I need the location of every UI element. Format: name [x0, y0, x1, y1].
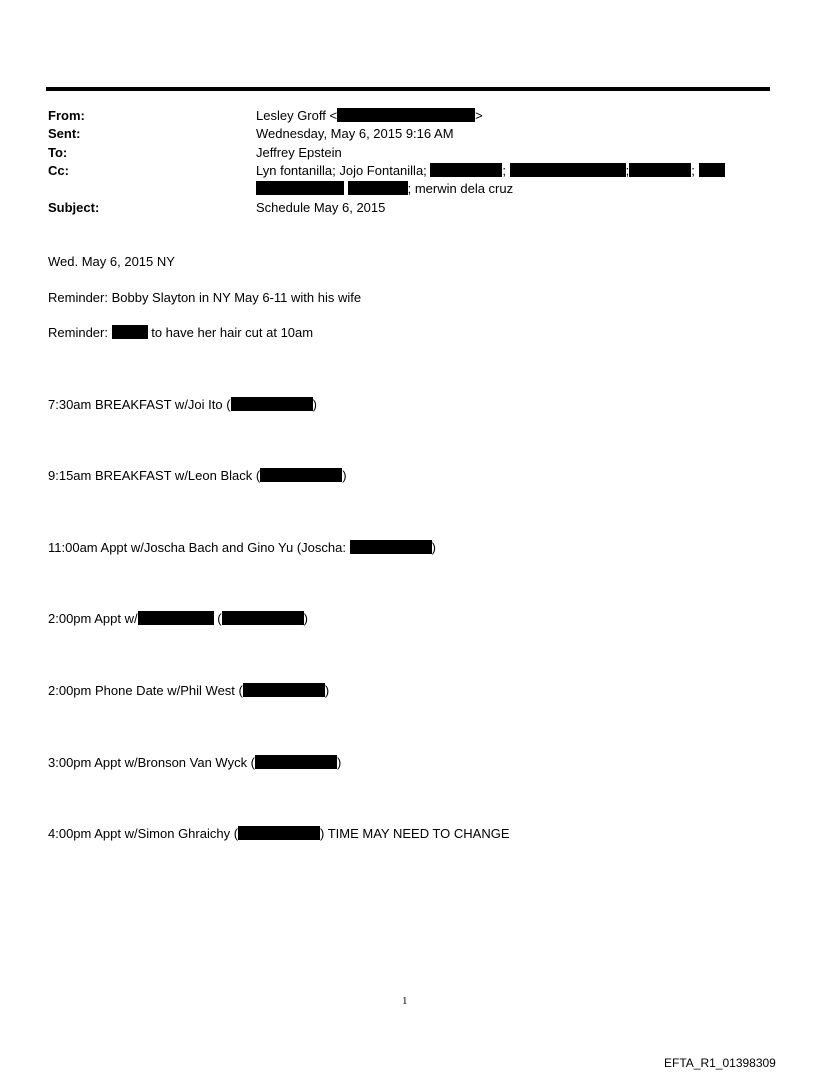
- close-paren: ): [303, 611, 308, 626]
- reminder-2: [48, 324, 313, 342]
- cc-value-b: ; merwin dela cruz: [407, 181, 514, 196]
- redaction: [699, 163, 725, 177]
- redaction: [430, 163, 502, 177]
- to-value: Jeffrey Epstein: [256, 145, 342, 160]
- redaction: [112, 325, 148, 339]
- appt-4-paren: (: [217, 611, 222, 626]
- page-number: 1: [402, 995, 408, 1007]
- redaction: [256, 181, 344, 195]
- sent-value: Wednesday, May 6, 2015 9:16 AM: [256, 126, 454, 141]
- appt-7-note: ) TIME MAY NEED TO CHANGE: [320, 826, 510, 841]
- header-rule: [46, 87, 770, 91]
- redaction: [222, 611, 304, 625]
- appt-3: [48, 539, 436, 557]
- appt-1-text: 7:30am BREAKFAST w/Joi Ito (: [48, 397, 231, 412]
- redaction: [337, 108, 475, 122]
- subject-value: Schedule May 6, 2015: [256, 200, 386, 215]
- to-label: To:: [48, 145, 68, 160]
- sent-label: Sent:: [48, 126, 81, 141]
- appt-6: [48, 754, 341, 772]
- redaction: [255, 755, 337, 769]
- appt-5: [48, 682, 329, 700]
- cc-value-a: Lyn fontanilla; Jojo Fontanilla;: [256, 163, 427, 178]
- from-name: Lesley Groff <: [256, 108, 338, 123]
- reminder-2-post: to have her hair cut at 10am: [151, 325, 314, 340]
- close-paren: ): [337, 755, 342, 770]
- redaction: [231, 397, 313, 411]
- subject-label: Subject:: [48, 200, 100, 215]
- appt-7-text: 4:00pm Appt w/Simon Ghraichy (: [48, 826, 239, 841]
- from-value: [256, 107, 483, 125]
- redaction: [260, 468, 342, 482]
- redaction: [348, 181, 408, 195]
- cc-sep: ;: [502, 163, 507, 178]
- redaction: [238, 826, 320, 840]
- redaction: [243, 683, 325, 697]
- appt-1: [48, 396, 317, 414]
- reminder-2-pre: Reminder:: [48, 325, 108, 340]
- appt-7: [48, 825, 510, 843]
- appt-4-text: 2:00pm Appt w/: [48, 611, 138, 626]
- appt-5-text: 2:00pm Phone Date w/Phil West (: [48, 683, 243, 698]
- date-line: Wed. May 6, 2015 NY: [48, 254, 175, 269]
- appt-2: [48, 467, 347, 485]
- redaction: [350, 540, 432, 554]
- cc-label: Cc:: [48, 163, 69, 178]
- close-paren: ): [431, 540, 436, 555]
- appt-3-text: 11:00am Appt w/Joscha Bach and Gino Yu (Joscha:: [48, 540, 346, 555]
- from-label: From:: [48, 108, 85, 123]
- redaction: [629, 163, 691, 177]
- reminder-1: Reminder: Bobby Slayton in NY May 6-11 with his wife: [48, 290, 362, 305]
- cc-sep: ;: [691, 163, 695, 178]
- cc-line-1: [256, 162, 725, 180]
- redaction: [138, 611, 214, 625]
- redaction: [510, 163, 626, 177]
- appt-2-text: 9:15am BREAKFAST w/Leon Black (: [48, 468, 261, 483]
- appt-4: [48, 610, 308, 628]
- appt-6-text: 3:00pm Appt w/Bronson Van Wyck (: [48, 755, 256, 770]
- cc-line-2: [256, 180, 513, 198]
- close-paren: ): [312, 397, 317, 412]
- from-close: >: [475, 108, 483, 123]
- close-paren: ): [324, 683, 330, 698]
- cc-sep: ;: [625, 163, 630, 178]
- bates-number: EFTA_R1_01398309: [664, 1056, 776, 1070]
- close-paren: ): [342, 468, 347, 483]
